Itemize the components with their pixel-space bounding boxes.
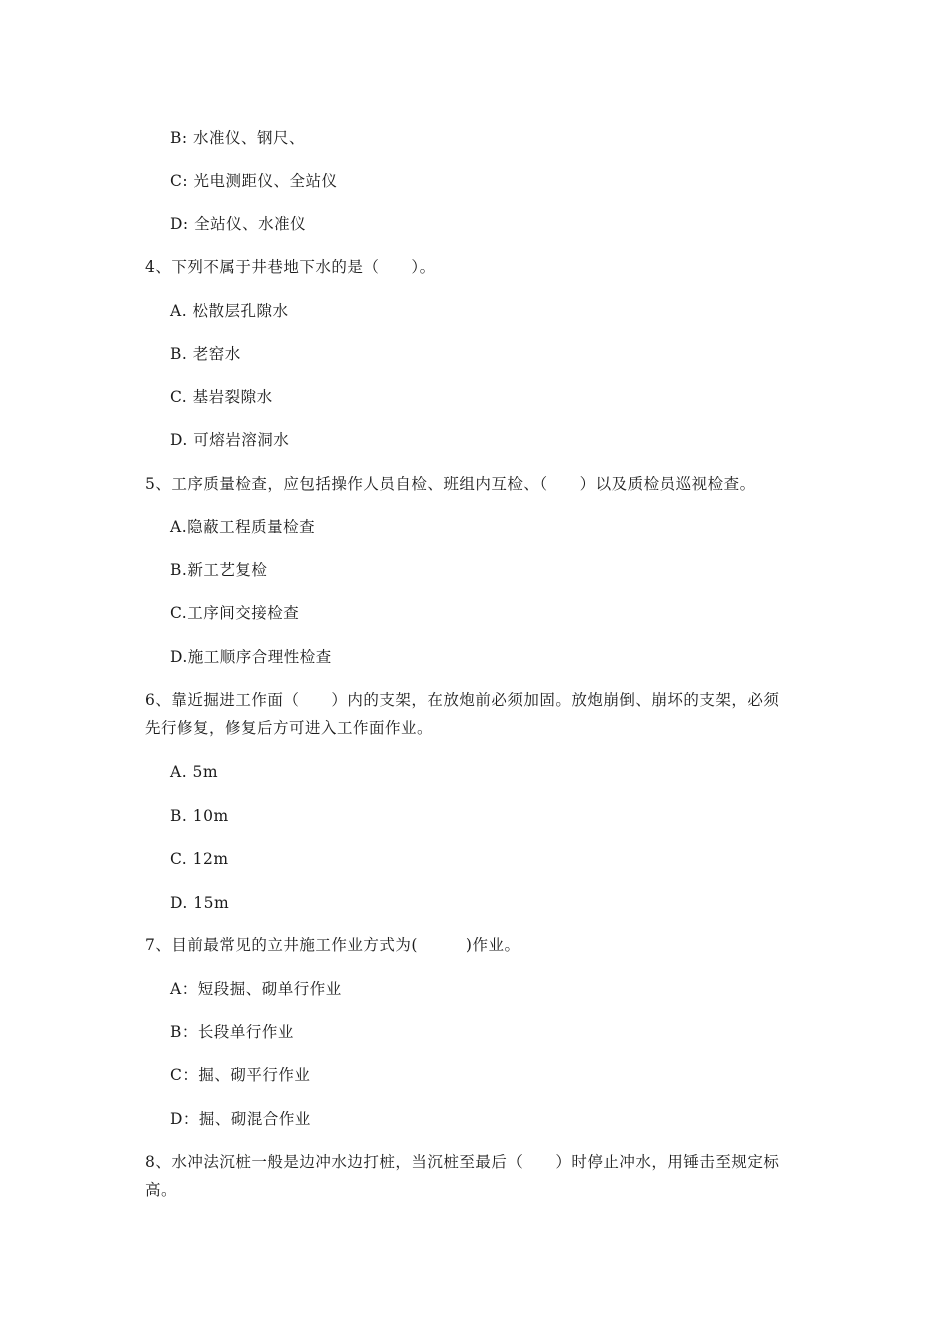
q6-option-b: B. 10m (170, 807, 229, 825)
question-4: 4、下列不属于井巷地下水的是（ ）。 (145, 258, 436, 276)
q3-option-d: D: 全站仪、水准仪 (170, 215, 307, 233)
q6-option-a: A. 5m (170, 763, 219, 781)
q7-option-c: C：掘、砌平行作业 (170, 1066, 311, 1084)
q5-option-a: A.隐蔽工程质量检查 (170, 518, 316, 536)
q5-option-c: C.工序间交接检查 (170, 604, 300, 622)
q6-option-d: D. 15m (170, 894, 230, 912)
q7-option-d: D：掘、砌混合作业 (170, 1110, 311, 1128)
q3-option-c: C: 光电测距仪、全站仪 (170, 172, 338, 190)
question-7: 7、目前最常见的立井施工作业方式为( )作业。 (145, 936, 521, 954)
q7-option-b: B：长段单行作业 (170, 1023, 294, 1041)
question-6-line-2: 先行修复，修复后方可进入工作面作业。 (145, 719, 434, 737)
q4-option-a: A. 松散层孔隙水 (170, 302, 289, 320)
q5-option-b: B.新工艺复检 (170, 561, 268, 579)
q5-option-d: D.施工顺序合理性检查 (170, 648, 332, 666)
q4-option-d: D. 可熔岩溶洞水 (170, 431, 290, 449)
question-8-line-1: 8、水冲法沉桩一般是边冲水边打桩，当沉桩至最后（ ）时停止冲水，用锤击至规定标 (145, 1153, 780, 1171)
q7-option-a: A：短段掘、砌单行作业 (170, 980, 342, 998)
q4-option-c: C. 基岩裂隙水 (170, 388, 273, 406)
question-5: 5、工序质量检查，应包括操作人员自检、班组内互检、（ ）以及质检员巡视检查。 (145, 475, 756, 493)
question-8-line-2: 高。 (145, 1181, 178, 1199)
question-6-line-1: 6、靠近掘进工作面（ ）内的支架，在放炮前必须加固。放炮崩倒、崩坏的支架，必须 (145, 691, 780, 709)
q3-option-b: B: 水准仪、钢尺、 (170, 129, 306, 147)
q6-option-c: C. 12m (170, 850, 229, 868)
q4-option-b: B. 老窑水 (170, 345, 241, 363)
